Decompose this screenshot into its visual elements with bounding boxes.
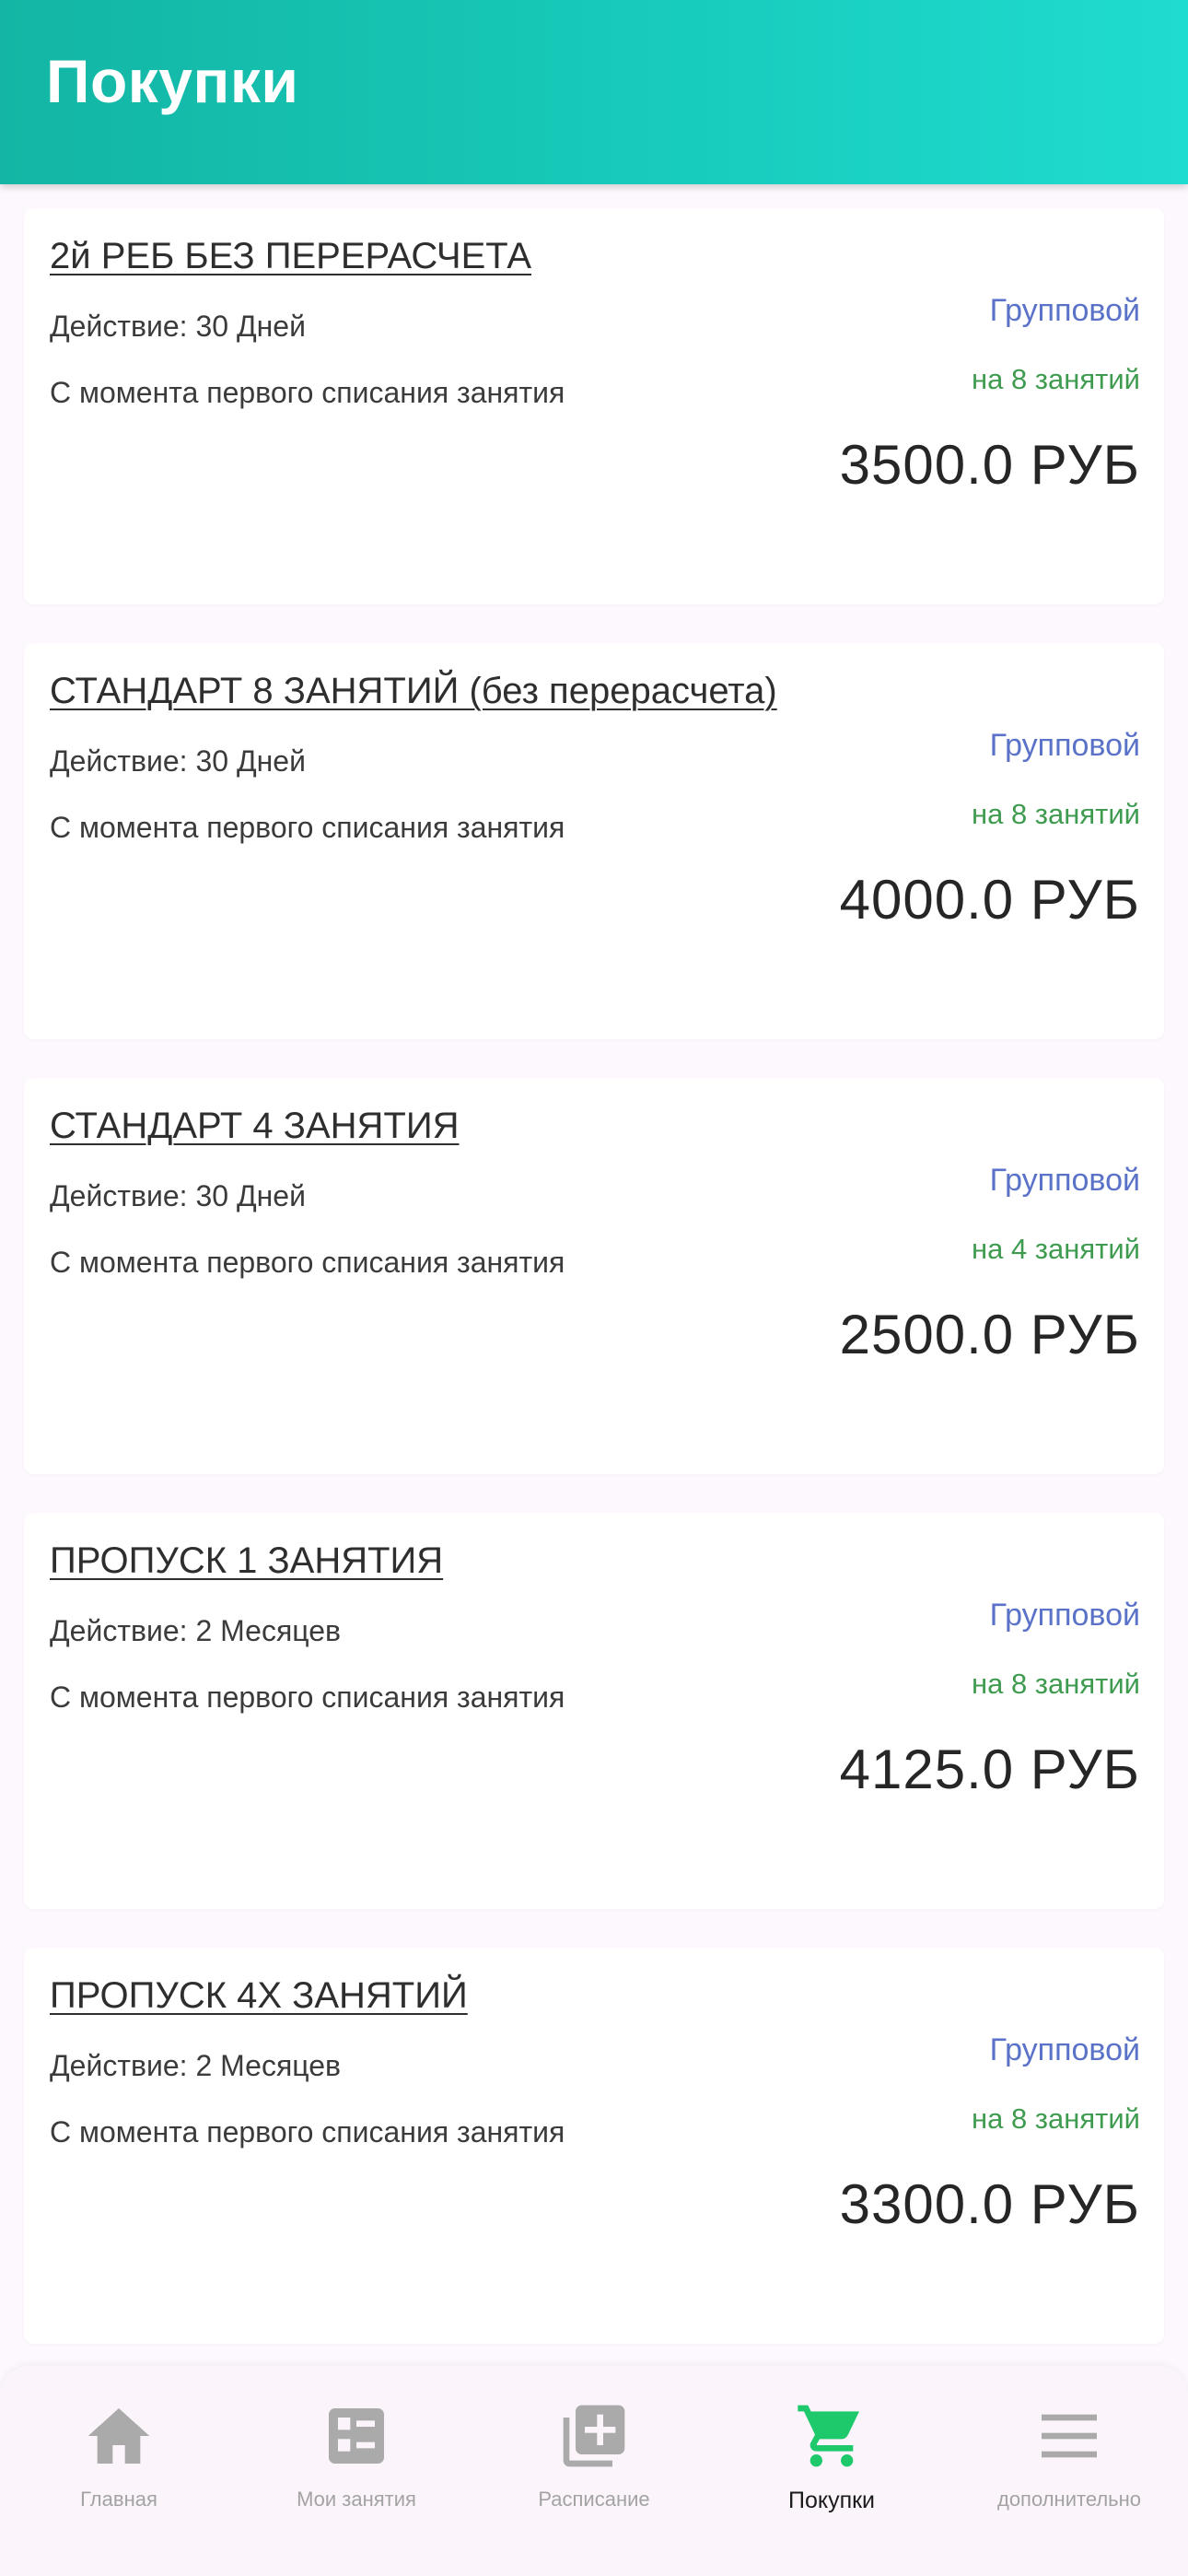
purchase-card[interactable] xyxy=(24,1513,1164,1909)
tab-label: Покупки xyxy=(787,2488,876,2513)
purchase-card[interactable] xyxy=(24,1948,1164,2344)
card-title-link[interactable]: ПРОПУСК 1 ЗАНЯТИЯ xyxy=(50,1540,444,1581)
add-library-icon xyxy=(557,2399,631,2473)
card-title-link[interactable]: СТАНДАРТ 4 ЗАНЯТИЯ xyxy=(50,1106,460,1146)
card-duration: Действие: 30 Дней xyxy=(50,744,306,778)
card-start-condition: С момента первого списания занятия xyxy=(50,811,565,844)
bottom-tab-bar xyxy=(0,2366,1188,2576)
page-title: Покупки xyxy=(46,47,299,115)
list-icon xyxy=(320,2399,393,2473)
purchase-card[interactable] xyxy=(24,208,1164,604)
card-price: 4000.0 РУБ xyxy=(839,869,1140,931)
tab-label: дополнительно xyxy=(996,2488,1142,2511)
purchase-card[interactable] xyxy=(24,1078,1164,1474)
card-duration: Действие: 30 Дней xyxy=(50,1179,306,1212)
purchase-card[interactable] xyxy=(24,643,1164,1039)
card-title-link[interactable]: СТАНДАРТ 8 ЗАНЯТИЙ (без перерасчета) xyxy=(50,671,777,711)
card-price: 2500.0 РУБ xyxy=(839,1304,1140,1365)
card-start-condition: С момента первого списания занятия xyxy=(50,2115,565,2149)
app-header xyxy=(0,0,1188,184)
tab-label: Мои занятия xyxy=(297,2488,416,2511)
card-price: 3300.0 РУБ xyxy=(839,2173,1140,2235)
tab-more[interactable] xyxy=(950,2399,1188,2528)
card-price: 4125.0 РУБ xyxy=(839,1739,1140,1800)
purchase-list xyxy=(24,208,1164,2383)
card-sessions: на 8 занятий xyxy=(971,798,1140,830)
card-sessions: на 8 занятий xyxy=(971,1668,1140,1700)
card-type: Групповой xyxy=(989,1163,1140,1198)
card-start-condition: С момента первого списания занятия xyxy=(50,376,565,409)
card-type: Групповой xyxy=(989,728,1140,763)
tab-label: Главная xyxy=(80,2488,157,2511)
tab-my-classes[interactable] xyxy=(238,2399,475,2528)
card-price: 3500.0 РУБ xyxy=(839,434,1140,496)
card-duration: Действие: 30 Дней xyxy=(50,310,306,343)
card-title-link[interactable]: ПРОПУСК 4Х ЗАНЯТИЙ xyxy=(50,1975,468,2016)
cart-icon xyxy=(795,2399,868,2473)
tab-label: Расписание xyxy=(538,2488,650,2511)
card-type: Групповой xyxy=(989,1598,1140,1633)
card-start-condition: С момента первого списания занятия xyxy=(50,1680,565,1714)
card-type: Групповой xyxy=(989,2032,1140,2067)
home-icon xyxy=(82,2399,156,2473)
card-start-condition: С момента первого списания занятия xyxy=(50,1246,565,1279)
card-title-link[interactable]: 2й РЕБ БЕЗ ПЕРЕРАСЧЕТА xyxy=(50,236,532,276)
card-sessions: на 8 занятий xyxy=(971,2102,1140,2135)
card-sessions: на 4 занятий xyxy=(971,1233,1140,1265)
tab-schedule[interactable] xyxy=(475,2399,713,2528)
menu-icon xyxy=(1032,2399,1106,2473)
card-duration: Действие: 2 Месяцев xyxy=(50,2049,342,2082)
tab-purchases[interactable] xyxy=(713,2399,950,2528)
tab-home[interactable] xyxy=(0,2399,238,2528)
card-sessions: на 8 занятий xyxy=(971,363,1140,395)
card-duration: Действие: 2 Месяцев xyxy=(50,1614,342,1647)
card-type: Групповой xyxy=(989,293,1140,328)
